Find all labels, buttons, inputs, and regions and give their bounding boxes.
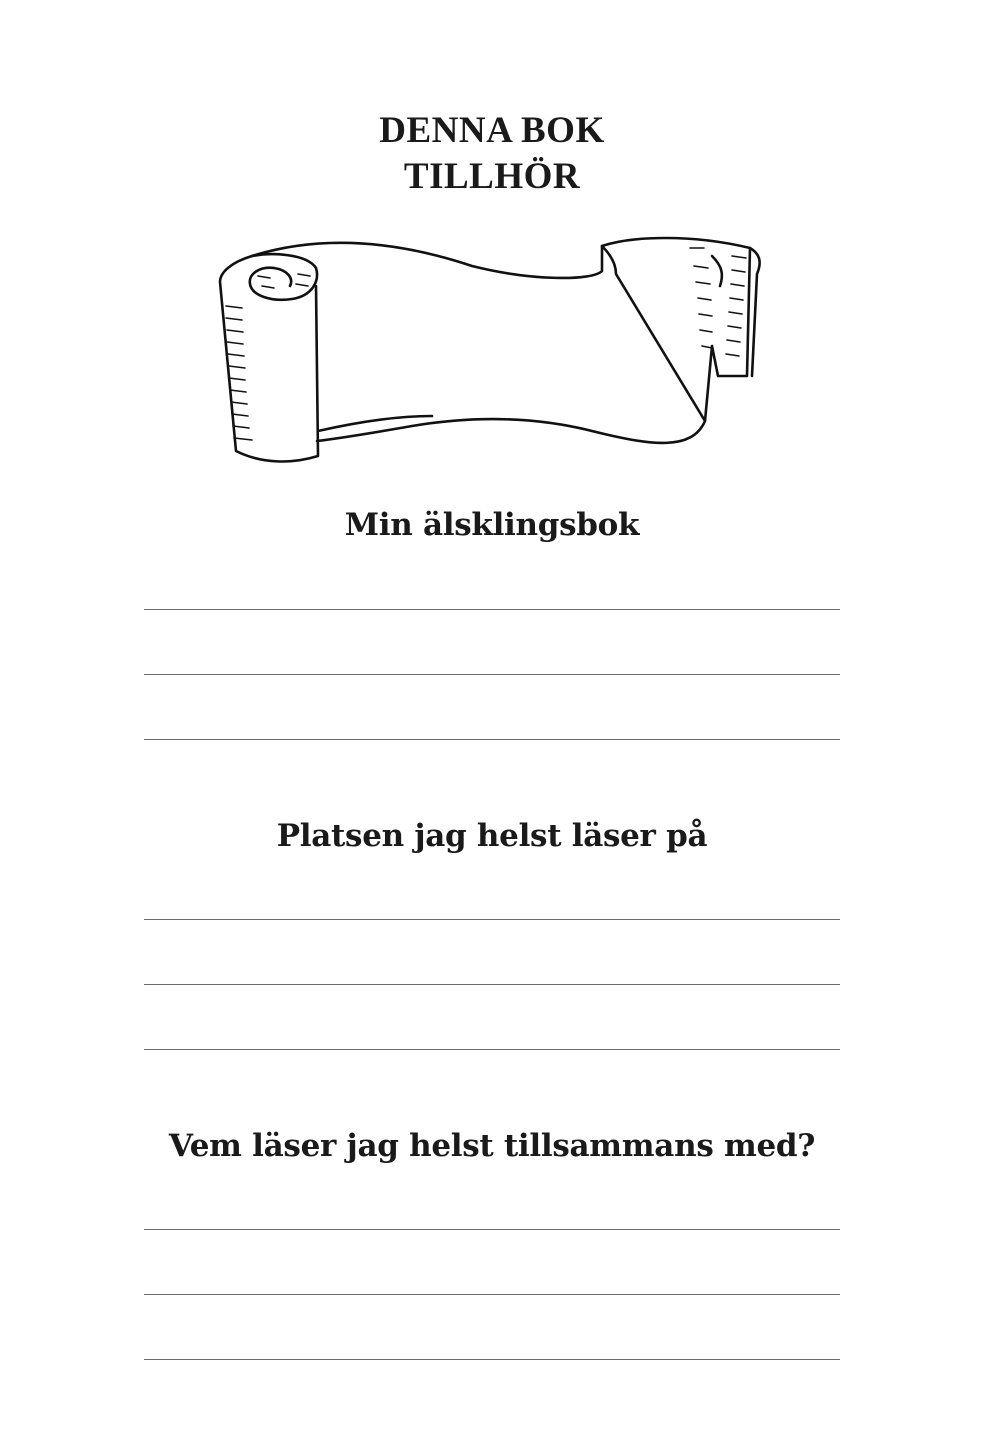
section-heading-reading-companion: Vem läser jag helst tillsammans med?	[168, 1128, 816, 1164]
write-line[interactable]	[144, 1359, 840, 1360]
page-title-line-2: TILLHÖR	[403, 156, 581, 197]
section-heading-favorite-book: Min älsklingsbok	[344, 507, 640, 543]
write-line[interactable]	[144, 1049, 840, 1050]
write-line[interactable]	[144, 674, 840, 675]
scroll-banner-icon	[212, 226, 768, 470]
page-title-line-1: DENNA BOK	[379, 110, 605, 151]
section-heading-reading-place: Platsen jag helst läser på	[276, 818, 708, 854]
write-line[interactable]	[144, 1294, 840, 1295]
page-title	[0, 108, 984, 200]
write-line[interactable]	[144, 739, 840, 740]
write-line[interactable]	[144, 919, 840, 920]
write-line[interactable]	[144, 1229, 840, 1230]
write-line[interactable]	[144, 984, 840, 985]
write-line[interactable]	[144, 609, 840, 610]
